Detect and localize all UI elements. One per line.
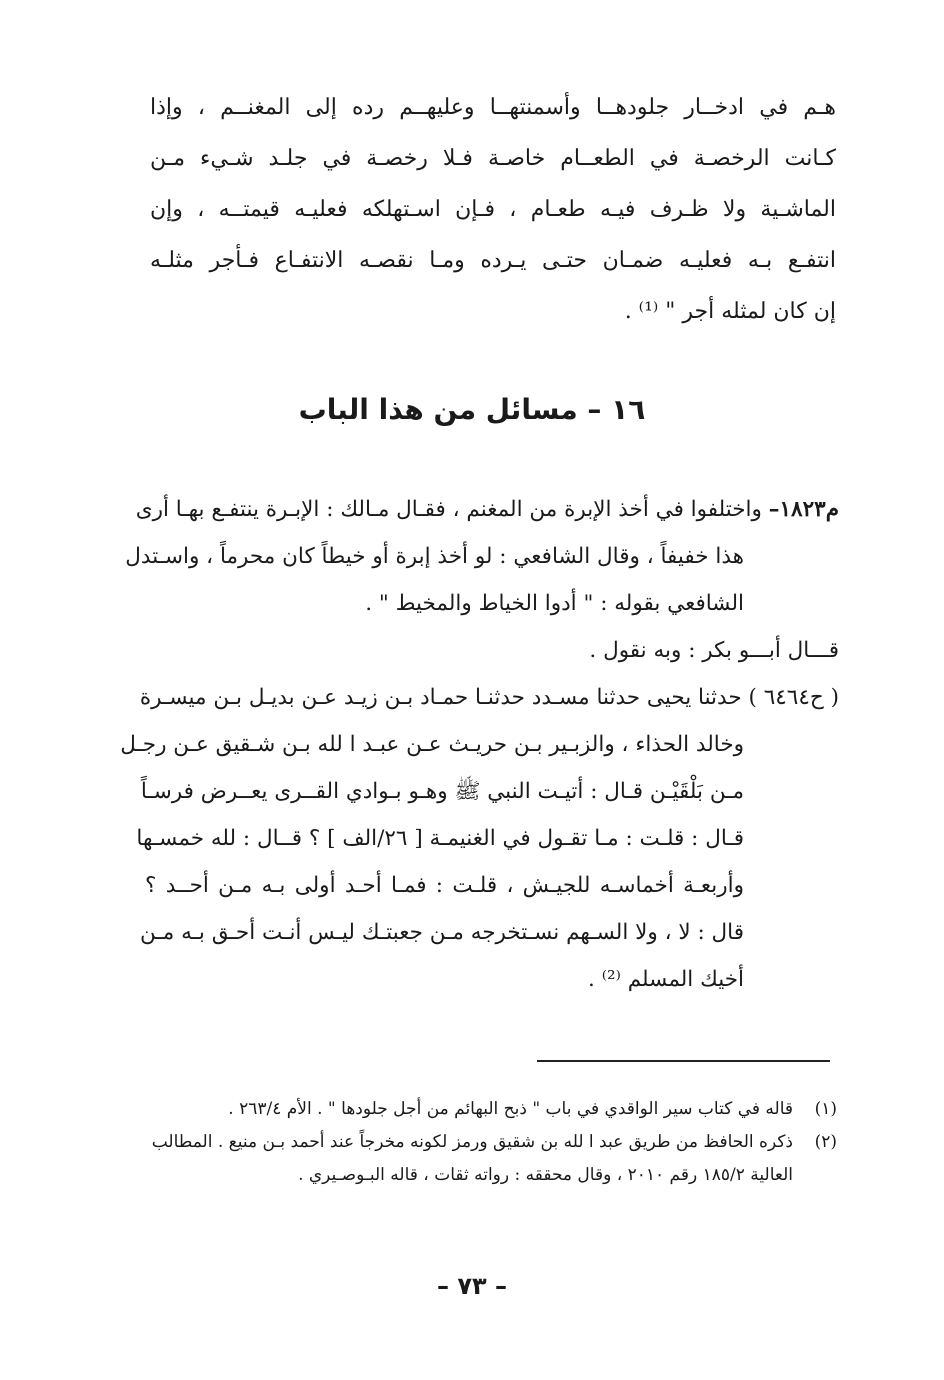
footnote-text: العالية ١٨٥/٢ رقم ٢٠١٠ ، وقال محققه : رواته ثقات ، قاله البـوصـيري .: [298, 1165, 793, 1185]
footnote-text: ذكره الحافظ من طريق عبد ا لله بن شقيق ورمز لكونه مخرجاً عند أحمد بـن منيع . المطالب: [151, 1132, 793, 1152]
text-line: انتفـع بـه فعليـه ضمـان حتـى يـرده ومـا نقصـه الانتفـاع فـأجر مثلـه: [150, 248, 836, 273]
footnote-number: (٢): [814, 1132, 837, 1152]
text-line: أخيك المسلم ⁽²⁾ .: [588, 967, 744, 992]
text-line: قال : لا ، ولا السـهم نسـتخرجه مـن جعبتـك ليـس أنـت أحـق بـه مـن: [140, 920, 744, 945]
text-line: هـم في ادخــار جلودهــا وأسمنتهــا وعليهــم رده إلى المغنــم ، وإذا: [150, 95, 836, 120]
section-heading: ١٦ – مسائل من هذا الباب: [298, 393, 646, 426]
issue-number: م١٨٢٣–: [768, 497, 839, 522]
footnote: [145, 1093, 837, 1126]
text-line: مـن بَلْقَيْـن قـال : أتيـت النبي ﷺ وهـو بـوادي القــرى يعــرض فرسـاً: [140, 779, 744, 804]
hadith-paragraph: [120, 674, 839, 1003]
footnote-separator: [537, 1060, 830, 1062]
footnote-number: (١): [814, 1099, 837, 1119]
intro-paragraph: [150, 82, 836, 337]
text-line: قـــال أبـــو بكر : وبه نقول .: [589, 638, 839, 663]
text-line: الشافعي بقوله : " أدوا الخياط والمخيط " .: [365, 591, 744, 616]
text-line: وخالد الحذاء ، والزبـير بـن حريـث عـن عبـد ا لله بـن شـقيق عـن رجـل: [120, 732, 744, 757]
text-line: هذا خفيفاً ، وقال الشافعي : لو أخذ إبرة أو خيطاً كان محرماً ، واسـتدل: [125, 544, 744, 569]
text-line: قـال : قلـت : مـا تقـول في الغنيمـة [ ٢٦/الف ] ؟ قــال : لله خمسـها: [136, 826, 744, 851]
text-line: إن كان لمثله أجر " ⁽¹⁾ .: [624, 299, 836, 324]
footnote: [145, 1126, 837, 1192]
issue-paragraph: [125, 486, 839, 627]
text-line: م١٨٢٣– واختلفوا في أخذ الإبرة من المغنم ، فقـال مـالك : الإبـرة ينتفـع بهـا أرى: [135, 497, 839, 522]
footnotes: [145, 1093, 837, 1192]
text-line: الماشـية ولا ظـرف فيـه طعـام ، فـإن اسـتهلكه فعليـه قيمتــه ، وإن: [150, 197, 836, 222]
text-line: ( ح٦٤٦٤ ) حدثنا يحيى حدثنا مسـدد حدثنـا حمـاد بـن زيـد عـن بديـل بـن ميسـرة: [139, 685, 839, 710]
opinion-paragraph: [145, 627, 839, 674]
text-line: وأربعـة أخماسـه للجيـش ، قلـت : فمـا أحـد أولى بـه مـن أحــد ؟: [145, 873, 744, 898]
page-number: – ٧٣ –: [436, 1272, 507, 1300]
footnote-text: قاله في كتاب سير الواقدي في باب " ذبح البهائم من أجل جلودها " . الأم ٢٦٣/٤ .: [228, 1099, 793, 1119]
text-line: كـانت الرخصـة في الطعــام خاصـة فـلا رخصـة في جلـد شـيء مـن: [150, 146, 836, 171]
